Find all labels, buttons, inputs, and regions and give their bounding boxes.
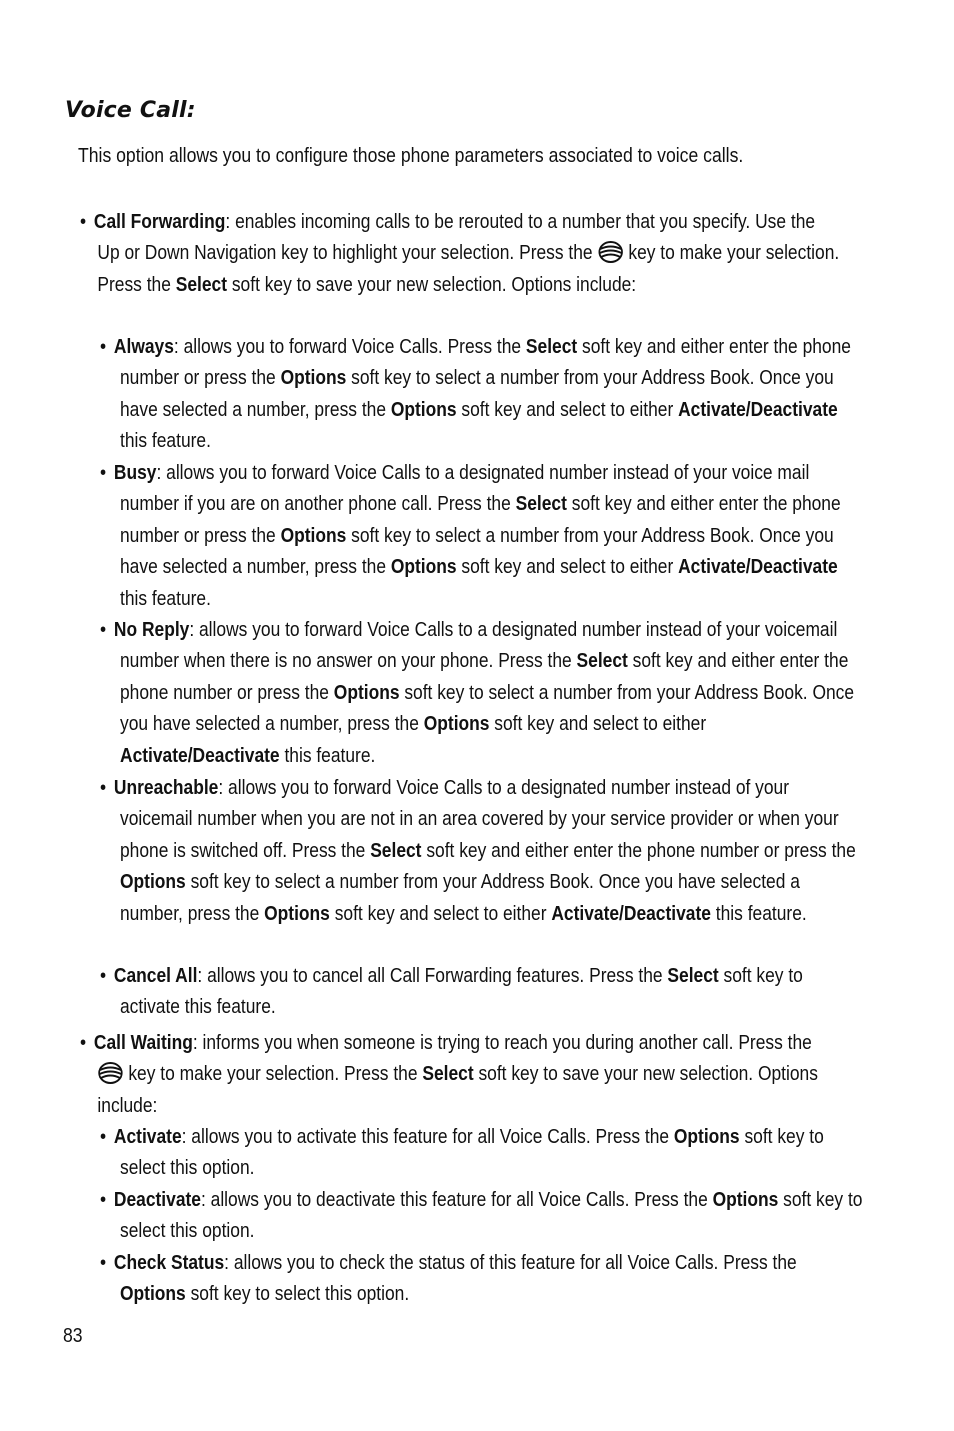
keyword: Options: [423, 713, 490, 736]
keyword: /: [187, 744, 193, 767]
text: soft key to activate this feature.: [120, 965, 803, 1019]
bullet: •: [100, 777, 107, 799]
keyword: Select: [525, 336, 578, 358]
text: soft key and select to either: [494, 713, 707, 736]
term: Deactivate: [113, 1189, 201, 1211]
term: Check Status: [113, 1252, 225, 1274]
bullet: •: [100, 1252, 107, 1274]
keyword: Options: [673, 1126, 740, 1148]
keyword: Select: [667, 965, 719, 987]
keyword: /: [619, 902, 624, 925]
text: soft key to select a number from your Address Book. Once you have selected a number, press the: [120, 367, 834, 421]
list-item-unreachable: [100, 773, 864, 930]
text: : allows you to forward Voice Calls to a designated number instead of your voicemail number when you are not in an area covered by your service provider or when your phone is switched off. Press the: [120, 777, 839, 862]
text: soft key to save your new selection. Options include:: [231, 273, 637, 296]
list-item-always: [100, 332, 864, 458]
list-item-busy: [100, 458, 864, 615]
keyword: Options: [264, 902, 330, 925]
text: this feature.: [284, 744, 376, 767]
text: : enables incoming calls to be rerouted to a number that you specify. Use the Up or Down Navigation key to highlight your selection. Press the: [97, 211, 816, 265]
keyword: Options: [390, 556, 457, 579]
keyword: Activate: [120, 744, 188, 767]
list-item-deactivate: [100, 1185, 864, 1248]
bullet: •: [100, 336, 107, 358]
text: this feature.: [715, 902, 807, 925]
term: Always: [113, 336, 174, 358]
term: Cancel All: [113, 965, 198, 987]
text: soft key to save your new selection. Options include:: [97, 1063, 818, 1117]
text: soft key to select this option.: [120, 1126, 824, 1180]
keyword: /: [745, 556, 751, 579]
keyword: Activate: [678, 556, 746, 579]
keyword: Deactivate: [623, 902, 711, 925]
term: Unreachable: [113, 777, 219, 799]
section-heading: Voice Call:: [65, 98, 196, 123]
list-item-activate: [100, 1122, 864, 1185]
text: this feature.: [120, 430, 211, 453]
text: soft key to select a number from your Address Book. Once you have selected a number, press the: [120, 524, 834, 579]
text: : informs you when someone is trying to reach you during another call. Press the: [192, 1032, 812, 1054]
keyword: Options: [390, 398, 457, 421]
keyword: Deactivate: [192, 744, 280, 767]
keyword: Options: [280, 367, 347, 390]
text: key to make your selection. Press the: [128, 1063, 418, 1086]
text: soft key to select a number from your Address Book. Once you have selected a number, press the: [120, 681, 855, 736]
keyword: Options: [120, 871, 186, 894]
keyword: /: [745, 398, 751, 421]
text: key to make your selection. Press the: [97, 242, 840, 296]
list-item-check-status: [100, 1248, 864, 1311]
att-globe-icon: [597, 241, 623, 263]
bullet: •: [80, 211, 87, 233]
page-number: 83: [63, 1325, 83, 1347]
keyword: Select: [175, 273, 228, 296]
keyword: Options: [712, 1189, 779, 1211]
keyword: Options: [333, 681, 400, 704]
keyword: Deactivate: [750, 556, 838, 579]
keyword: Activate: [678, 398, 746, 421]
keyword: Activate: [551, 902, 620, 925]
bullet: •: [100, 1189, 107, 1211]
bullet: •: [100, 619, 107, 641]
keyword: Select: [370, 839, 422, 862]
keyword: Options: [280, 524, 347, 547]
list-item-call-waiting: [80, 1028, 841, 1122]
bullet: •: [100, 1126, 107, 1148]
att-globe-icon: [97, 1062, 123, 1084]
text: soft key to select this option.: [190, 1283, 410, 1306]
text: : allows you to deactivate this feature for all Voice Calls. Press the: [200, 1189, 708, 1211]
keyword: Deactivate: [750, 398, 838, 421]
bullet: •: [100, 462, 107, 484]
text: : allows you to forward Voice Calls to a designated number instead of your voicemail number when there is no answer on your phone. Press the: [120, 619, 838, 673]
list-item-call-forwarding: [80, 207, 841, 301]
text: soft key and select to either: [461, 398, 674, 421]
text: soft key to select this option.: [120, 1189, 863, 1243]
term: Activate: [113, 1126, 182, 1148]
text: soft key and either enter the phone number or press the: [120, 650, 849, 704]
text: : allows you to forward Voice Calls. Press the: [173, 336, 522, 358]
term: Call Forwarding: [93, 211, 226, 233]
keyword: Select: [515, 493, 567, 516]
keyword: Select: [576, 650, 628, 673]
text: this feature.: [120, 587, 211, 610]
term: No Reply: [113, 619, 190, 641]
text: : allows you to forward Voice Calls to a designated number instead of your voice mail number if you are on another phone call. Press the: [120, 462, 810, 516]
list-item-no-reply: [100, 615, 864, 772]
text: : allows you to activate this feature for all Voice Calls. Press the: [181, 1126, 670, 1148]
text: : allows you to check the status of this feature for all Voice Calls. Press the: [224, 1252, 797, 1274]
text: soft key and select to either: [334, 902, 547, 925]
keyword: Options: [120, 1283, 186, 1306]
text: soft key and select to either: [461, 556, 674, 579]
text: soft key and either enter the phone number or press the: [426, 839, 856, 862]
bullet: •: [100, 965, 107, 987]
list-item-cancel-all: [100, 961, 864, 1024]
bullet: •: [80, 1032, 87, 1054]
intro-paragraph: This option allows you to configure those phone parameters associated to voice calls.: [78, 145, 744, 167]
text: soft key to select a number from your Address Book. Once you have selected a number, press the: [120, 871, 800, 925]
text: soft key and either enter the phone number or press the: [120, 336, 851, 390]
text: soft key and either enter the phone number or press the: [120, 493, 841, 547]
keyword: Select: [422, 1063, 474, 1086]
term: Call Waiting: [93, 1032, 193, 1054]
term: Busy: [113, 462, 157, 484]
text: : allows you to cancel all Call Forwarding features. Press the: [197, 965, 663, 987]
